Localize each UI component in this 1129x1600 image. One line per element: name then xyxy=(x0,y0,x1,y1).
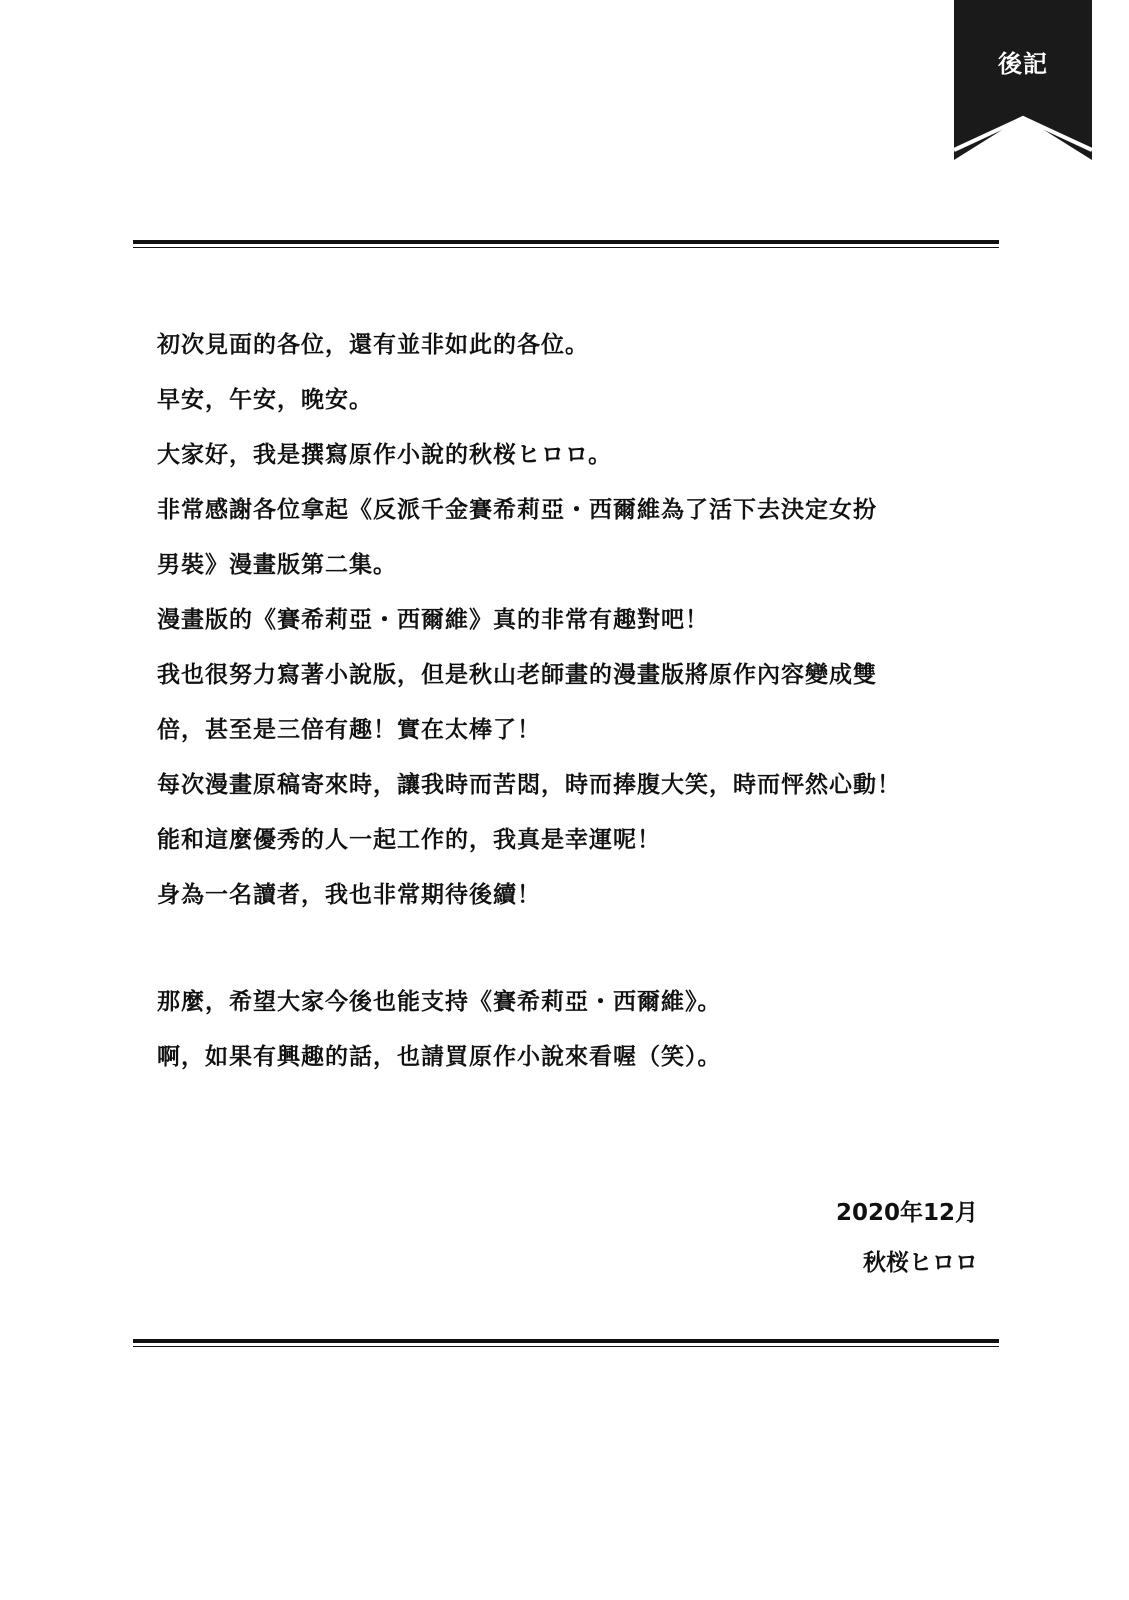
body-line: 那麼，希望大家今後也能支持《賽希莉亞・西爾維》。 xyxy=(157,989,722,1015)
body-line: 初次見面的各位，還有並非如此的各位。 xyxy=(157,332,589,358)
body-line: 啊，如果有興趣的話，也請買原作小說來看喔（笑）。 xyxy=(157,1044,722,1070)
body-line: 大家好，我是撰寫原作小說的秋桜ヒロロ。 xyxy=(157,442,613,468)
body-line: 非常感謝各位拿起《反派千金賽希莉亞・西爾維為了活下去決定女扮 xyxy=(157,497,877,523)
signature-author: 秋桜ヒロロ xyxy=(863,1250,978,1276)
top-divider xyxy=(133,240,999,248)
body-line: 漫畫版的《賽希莉亞・西爾維》真的非常有趣對吧！ xyxy=(157,607,709,633)
bottom-divider xyxy=(133,1339,999,1347)
signature-block xyxy=(836,1188,978,1288)
body-line: 每次漫畫原稿寄來時，讓我時而苦悶，時而捧腹大笑，時而怦然心動！ xyxy=(157,772,901,798)
body-line: 能和這麼優秀的人一起工作的，我真是幸運呢！ xyxy=(157,827,661,853)
afterword-body xyxy=(157,318,997,1085)
body-line: 早安，午安，晚安。 xyxy=(157,387,373,413)
signature-date: 2020年12月 xyxy=(835,1200,978,1226)
section-title: 後記 xyxy=(998,50,1048,78)
chevron-up-icon xyxy=(954,0,1092,160)
body-line: 我也很努力寫著小說版，但是秋山老師畫的漫畫版將原作內容變成雙 xyxy=(157,662,877,688)
body-line: 倍，甚至是三倍有趣！實在太棒了！ xyxy=(157,717,541,743)
paragraph-spacer xyxy=(157,923,997,975)
body-line: 身為一名讀者，我也非常期待後續！ xyxy=(157,882,541,908)
body-line: 男裝》漫畫版第二集。 xyxy=(157,552,397,578)
